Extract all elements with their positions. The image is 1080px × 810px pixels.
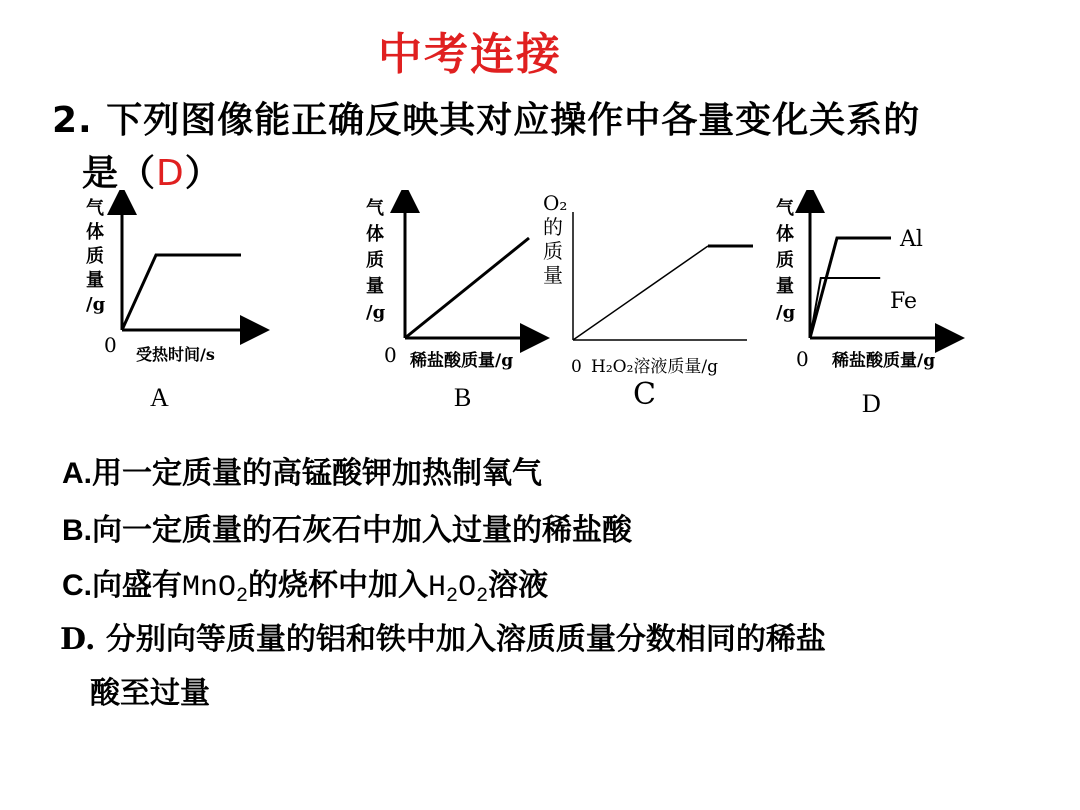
series-line-al — [810, 238, 891, 338]
y-axis-label-char: 体 — [776, 224, 794, 245]
y-axis-label-char: 质 — [543, 239, 563, 263]
y-axis-label — [366, 197, 386, 323]
y-axis-label-char: /g — [86, 294, 106, 315]
option-a-text: 用一定质量的高锰酸钾加热制氧气 — [92, 456, 542, 491]
series-line-fe — [810, 278, 880, 338]
y-axis-label — [86, 197, 106, 315]
chart-label-b: B — [454, 383, 472, 412]
option-b-text: 向一定质量的石灰石中加入过量的稀盐酸 — [92, 513, 632, 548]
option-b-letter: B. — [62, 514, 92, 547]
origin-label: 0 — [104, 333, 117, 357]
chart-label-d: D — [862, 389, 881, 418]
y-axis-label-char: /g — [776, 302, 796, 323]
option-d — [60, 614, 826, 658]
formula-mno2: MnO$_2$ — [182, 571, 249, 608]
y-axis-label — [543, 191, 567, 287]
x-axis-label: 受热时间/s — [136, 345, 215, 364]
y-axis-label-char: 量 — [543, 263, 563, 287]
y-axis-label-char: O₂ — [543, 191, 568, 215]
option-d-text: 分别向等质量的铝和铁中加入溶质质量分数相同的稀盐 — [105, 622, 826, 657]
question-line-1: 2. 下列图像能正确反映其对应操作中各量变化关系的 — [52, 100, 921, 141]
x-axis-label: H₂O₂溶液质量/g — [591, 357, 719, 377]
option-a — [62, 448, 542, 492]
y-axis-label-char: 量 — [366, 276, 384, 297]
question-suffix: ） — [184, 153, 222, 194]
y-axis-label-char: 气 — [776, 198, 794, 219]
origin-label: 0 — [796, 347, 809, 371]
series-label-al: Al — [900, 227, 923, 252]
option-c-letter: C. — [62, 569, 92, 602]
y-axis-label-char: 质 — [86, 246, 104, 267]
x-axis-label: 稀盐酸质量/g — [832, 351, 936, 371]
y-axis-label-char: 质 — [366, 250, 384, 271]
option-a-letter: A. — [62, 457, 92, 490]
y-axis-label-char: 量 — [776, 276, 794, 297]
chart-b — [350, 190, 550, 412]
option-c — [62, 560, 548, 608]
chart-c — [535, 190, 755, 412]
question-prefix: 是（ — [82, 153, 157, 194]
series-label-fe: Fe — [890, 289, 918, 314]
option-c-text-1: 向盛有 — [92, 568, 182, 603]
option-d-continuation: 酸至过量 — [90, 676, 210, 711]
series-line — [405, 238, 529, 338]
option-c-text-2: 的烧杯中加入 — [248, 568, 429, 603]
y-axis-label — [776, 197, 796, 323]
formula-h2o2: $H_2O_2$ — [428, 571, 489, 608]
option-c-text-3: 溶液 — [488, 568, 549, 603]
y-axis-label-char: 气 — [366, 198, 384, 219]
series-line — [573, 246, 708, 340]
y-axis-label-char: /g — [366, 302, 386, 323]
chart-label-c: C — [633, 377, 656, 412]
option-d-letter: D. — [60, 622, 96, 657]
slide-title: 中考连接 — [378, 29, 562, 80]
answer-text: D — [156, 153, 185, 194]
origin-label: 0 — [571, 357, 582, 377]
chart-label-a: A — [150, 383, 169, 410]
chart-d — [760, 190, 970, 420]
origin-label: 0 — [384, 343, 397, 367]
option-b — [62, 505, 632, 549]
y-axis-label-char: 体 — [86, 222, 104, 243]
question-line-2 — [82, 145, 222, 196]
y-axis-label-char: 的 — [543, 215, 563, 239]
y-axis-label-char: 气 — [86, 198, 104, 219]
y-axis-label-char: 体 — [366, 224, 384, 245]
chart-a — [70, 190, 270, 410]
x-axis-label: 稀盐酸质量/g — [410, 351, 514, 371]
y-axis-label-char: 质 — [776, 250, 794, 271]
series-line — [122, 255, 241, 330]
y-axis-label-char: 量 — [86, 270, 104, 291]
